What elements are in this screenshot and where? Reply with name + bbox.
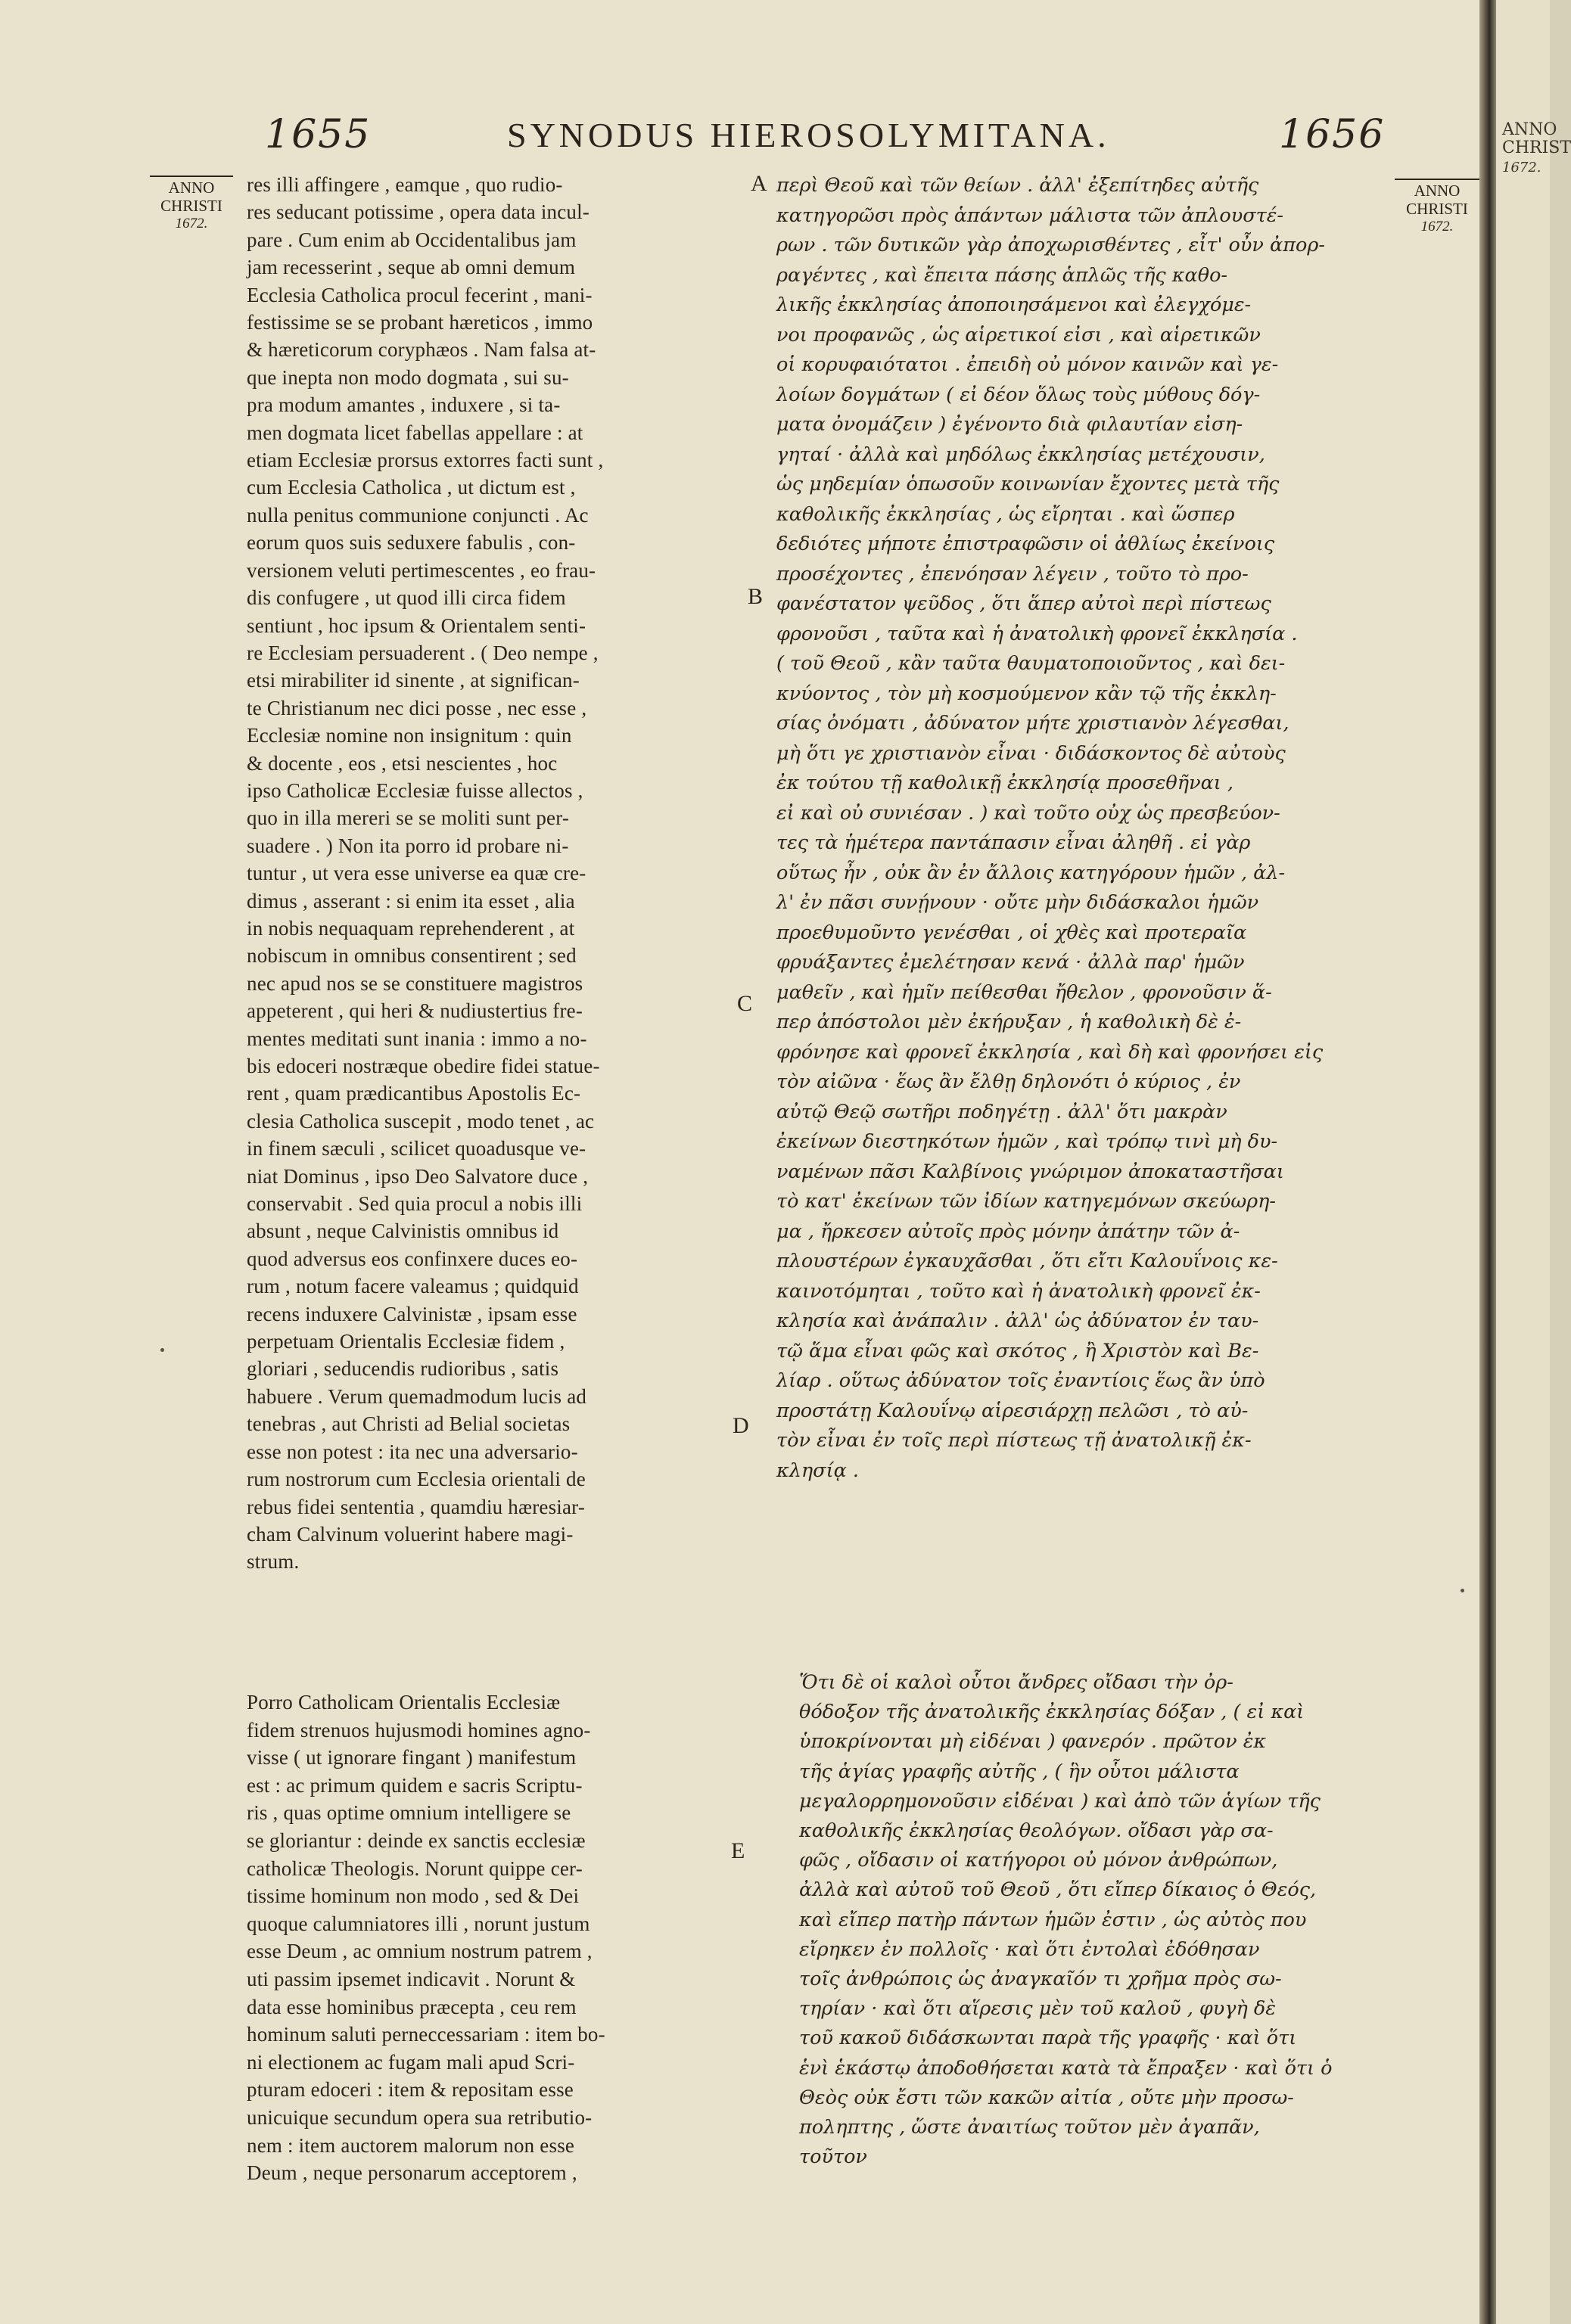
section-mark-e: E [731, 1838, 745, 1863]
greek-column-lower: Ὅτι δὲ οἱ καλοὶ οὗτοι ἄνδρες οἴδασι τὴν ὀρ- θόδοξον τῆς ἀνατολικῆς ἐκκλησίας δόξαν , ( εἰ καὶ ὑποκρίνονται μὴ εἰδέναι ) φανερόν . πρῶτον ἐκ τῆς ἁγίας γραφῆς αὐτῆς , ( ἣν οὗτοι μάλιστα μεγαλορρημονοῦσιν εἰδέναι ) καὶ ἀπὸ τῶν ἁγίων τῆς καθολικῆς ἐκκλησίας θεολόγων. οἴδασι γὰρ σα- φῶς , οἴδασιν οἱ κατήγοροι οὐ μόνον ἀνθρώπων, ἀλλὰ καὶ αὐτοῦ τοῦ Θεοῦ , ὅτι εἴπερ δίκαιος ὁ Θεός, καὶ εἴπερ πατὴρ πάντων ἡμῶν ἐστιν , ὡς αὐτὸς που εἴρηκεν ἐν πολλοῖς · καὶ ὅτι ἐντολαὶ ἐδόθησαν τοῖς ἀνθρώποις ὡς ἀναγκαῖόν τι χρῆμα πρὸς σω- τηρίαν · καὶ ὅτι αἵρεσις μὲν τοῦ καλοῦ , φυγὴ δὲ τοῦ κακοῦ διδάσκωνται παρὰ τῆς γραφῆς · καὶ ὅτι ἑνὶ ἑκάστῳ ἀποδοθήσεται κατὰ τὰ ἔπραξεν · καὶ ὅτι ὁ Θεὸς οὐκ ἔστι τῶν κακῶν αἰτία , οὔτε μὴν προσω- ποληπτης , ὥστε ἀναιτίως τοῦτον μὲν ἀγαπᾶν, τοῦτον [799, 1671, 1333, 2169]
margin-christi: CHRISTI [1406, 200, 1468, 218]
next-page-anno: ANNO [1502, 120, 1557, 139]
right-page-number: 1656 [1279, 112, 1386, 157]
section-mark-a: A [751, 171, 767, 196]
section-mark-b: B [748, 584, 764, 609]
margin-rule [150, 176, 233, 177]
next-page-year: 1672. [1502, 160, 1541, 176]
margin-year: 1672. [1420, 219, 1454, 235]
next-page-edge [1496, 0, 1571, 2324]
ink-speck [1461, 1589, 1464, 1592]
latin-column-lower: Porro Catholicam Orientalis Ecclesiæ fidem strenuos hujusmodi homines agno- visse ( ut ignorare fingant ) manifestum est : ac primum quidem e sacris Scriptu- ris , quas optime omnium intelligere se se gloriantur : deinde ex sanctis ecclesiæ catholicæ Theologis. Norunt quippe cer- tissime hominum non modo , sed & Dei quoque calumniatores illi , norunt justum esse Deum , ac omnium nostrum patrem , uti passim ipsemet indicavit . Norunt & data esse hominibus præcepta , ceu rem hominum saluti perneccessariam : item bo- ni electionem ac fugam mali apud Scri- pturam edoceri : item & repositam esse unicuique secundum opera sua retributio- nem : item auctorem malorum non esse Deum , neque personarum acceptorem , [247, 1691, 605, 2185]
left-page-number: 1655 [265, 112, 372, 157]
latin-column-upper: res illi affingere , eamque , quo rudio- res seducant potissime , opera data incul- pare . Cum enim ab Occidentalibus jam jam recesserint , seque ab omni demum Ecclesia Catholica procul fecerint , mani- festissime se se probant hæreticos , immo & hæreticorum coryphæos . Nam falsa at- que inepta non modo dogmata , sui su- pra modum amantes , induxere , si ta- men dogmata licet fabellas appellare : at etiam Ecclesiæ prorsus extorres facti sunt , cum Ecclesia Catholica , ut dictum est , nulla penitus communione conjuncti . Ac eorum quos suis seduxere fabulis , con- versionem veluti pertimescentes , eo frau- dis confugere , ut quod illi circa fidem sentiunt , hoc ipsum & Orientalem senti- re Ecclesiam persuaderent . ( Deo nempe , etsi mirabiliter id sinente , at significan- te Christianum nec dici posse , nec esse , Ecclesiæ nomine non insignitum : quin & docente , eos , etsi nescientes , hoc ipso Catholicæ Ecclesiæ fuisse allectos , quo in illa mereri se se moliti sunt per- suadere . ) Non ita porro id probare ni- tuntur , ut vera esse universe ea quæ cre- dimus , asserant : si enim ita esset , alia in nobis nequaquam reprehenderent , at nobiscum in omnibus consentirent ; sed nec apud nos se se constituere magistros appeterent , qui heri & nudiustertius fre- mentes meditati sunt inania : immo a no- bis edoceri nostræque obedire fidei statue- rent , quam prædicantibus Apostolis Ec- clesia Catholica suscepit , modo tenet , ac in finem sæculi , scilicet quoadusque ve- niat Dominus , ipso Deo Salvatore duce , conservabit . Sed quia procul a nobis illi absunt , neque Calvinistis omnibus id quod adversus eos confinxere duces eo- rum , notum facere valeamus ; quidquid recens induxere Calvinistæ , ipsam esse perpetuam Orientalis Ecclesiæ fidem , gloriari , seducendis rudioribus , satis habuere . Verum quemadmodum lucis ad tenebras , aut Christi ad Belial societas esse non potest : ita nec una adversario- rum nostrorum cum Ecclesia orientali de rebus fidei sententia , quamdiu hæresiar- cham Calvinum voluerint habere magi- strum. [247, 173, 604, 1574]
margin-christi: CHRISTI [160, 197, 222, 215]
book-gutter [1479, 0, 1496, 2324]
margin-anno: ANNO [168, 179, 215, 197]
margin-anno: ANNO [1414, 182, 1461, 200]
next-page-christ: CHRIST [1502, 138, 1571, 157]
running-title: SYNODUS HIEROSOLYMITANA. [507, 116, 1110, 154]
greek-column-upper: περὶ Θεοῦ καὶ τῶν θείων . ἀλλ' ἐξεπίτηδες αὐτῆς κατηγορῶσι πρὸς ἁπάντων μάλιστα τῶν ἀπλουστέ- ρων . τῶν δυτικῶν γὰρ ἀποχωρισθέντες , εἶτ' οὖν ἀπορ- ραγέντες , καὶ ἔπειτα πάσης ἁπλῶς τῆς καθο- λικῆς ἐκκλησίας ἀποποιησάμενοι καὶ ἐλεγχόμε- νοι προφανῶς , ὡς αἱρετικοί εἰσι , καὶ αἱρετικῶν οἱ κορυφαιότατοι . ἐπειδὴ οὐ μόνον καινῶν καὶ γε- λοίων δογμάτων ( εἰ δέον ὅλως τοὺς μύθους δόγ- ματα ὀνομάζειν ) ἐγένοντο διὰ φιλαυτίαν εἰση- γηταί · ἀλλὰ καὶ μηδόλως ἐκκλησίας μετέχουσιν, ὡς μηδεμίαν ὁπωσοῦν κοινωνίαν ἔχοντες μετὰ τῆς καθολικῆς ἐκκλησίας , ὡς εἴρηται . καὶ ὥσπερ δεδιότες μήποτε ἐπιστραφῶσιν οἱ ἀθλίως ἐκείνοις προσέχοντες , ἐπενόησαν λέγειν , τοῦτο τὸ προ- φανέστατον ψεῦδος , ὅτι ἅπερ αὐτοὶ περὶ πίστεως φρονοῦσι , ταῦτα καὶ ἡ ἀνατολικὴ φρονεῖ ἐκκλησία . ( τοῦ Θεοῦ , κἂν ταῦτα θαυματοποιοῦντος , καὶ δει- κνύοντος , τὸν μὴ κοσμούμενον κἂν τῷ τῆς ἐκκλη- σίας ὀνόματι , ἀδύνατον μήτε χριστιανὸν λέγεσθαι, μὴ ὅτι γε χριστιανὸν εἶναι · διδάσκοντος δὲ αὐτοὺς ἐκ τούτου τῇ καθολικῇ ἐκκλησίᾳ προσεθῆναι , εἰ καὶ οὐ συνιέσαν . ) καὶ τοῦτο οὐχ ὡς πρεσβεύον- τες τὰ ἡμέτερα παντάπασιν εἶναι ἀληθῆ . εἰ γὰρ οὕτως ἦν , οὐκ ἂν ἐν ἄλλοις κατηγόρουν ἡμῶν , ἀλ- λ' ἐν πᾶσι συνῄνουν · οὔτε μὴν διδάσκαλοι ἡμῶν προεθυμοῦντο γενέσθαι , οἱ χθὲς καὶ προτεραῖα φρυάξαντες ἐμελέτησαν κενά · ἀλλὰ παρ' ἡμῶν μαθεῖν , καὶ ἡμῖν πείθεσθαι ἤθελον , φρονοῦσιν ἅ- περ ἀπόστολοι μὲν ἐκήρυξαν , ἡ καθολικὴ δὲ ἐ- φρόνησε καὶ φρονεῖ ἐκκλησία , καὶ δὴ καὶ φρονήσει εἰς τὸν αἰῶνα · ἕως ἂν ἔλθῃ δηλονότι ὁ κύριος , ἐν αὐτῷ Θεῷ σωτῆρι ποδηγέτῃ . ἀλλ' ὅτι μακρὰν ἐκείνων διεστηκότων ἡμῶν , καὶ τρόπῳ τινὶ μὴ δυ- ναμένων πᾶσι Καλβίνοις γνώριμον ἀποκαταστῆσαι τὸ κατ' ἐκείνων τῶν ἰδίων κατηγεμόνων σκεύωρη- μα , ἤρκεσεν αὐτοῖς πρὸς μόνην ἀπάτην τῶν ἀ- πλουστέρων ἐγκαυχᾶσθαι , ὅτι εἴτι Καλουΐνοις κε- καινοτόμηται , τοῦτο καὶ ἡ ἀνατολικὴ φρονεῖ ἐκ- κλησία καὶ ἀνάπαλιν . ἀλλ' ὡς ἀδύνατον ἐν ταυ- τῷ ἅμα εἶναι φῶς καὶ σκότος , ἢ Χριστὸν καὶ Βε- λίαρ . οὕτως ἀδύνατον τοῖς ἐναντίοις ἕως ἂν ὑπὸ προστάτῃ Καλουΐνῳ αἱρεσιάρχῃ πελῶσι , τὸ αὐ- τὸν εἶναι ἐν τοῖς περὶ πίστεως τῇ ἀνατολικῇ ἐκ- κλησίᾳ . [776, 174, 1325, 1482]
margin-note-left [150, 176, 233, 233]
section-mark-d: D [733, 1413, 749, 1438]
margin-year: 1672. [175, 216, 208, 231]
ink-speck [160, 1348, 164, 1352]
section-mark-c: C [737, 991, 753, 1016]
